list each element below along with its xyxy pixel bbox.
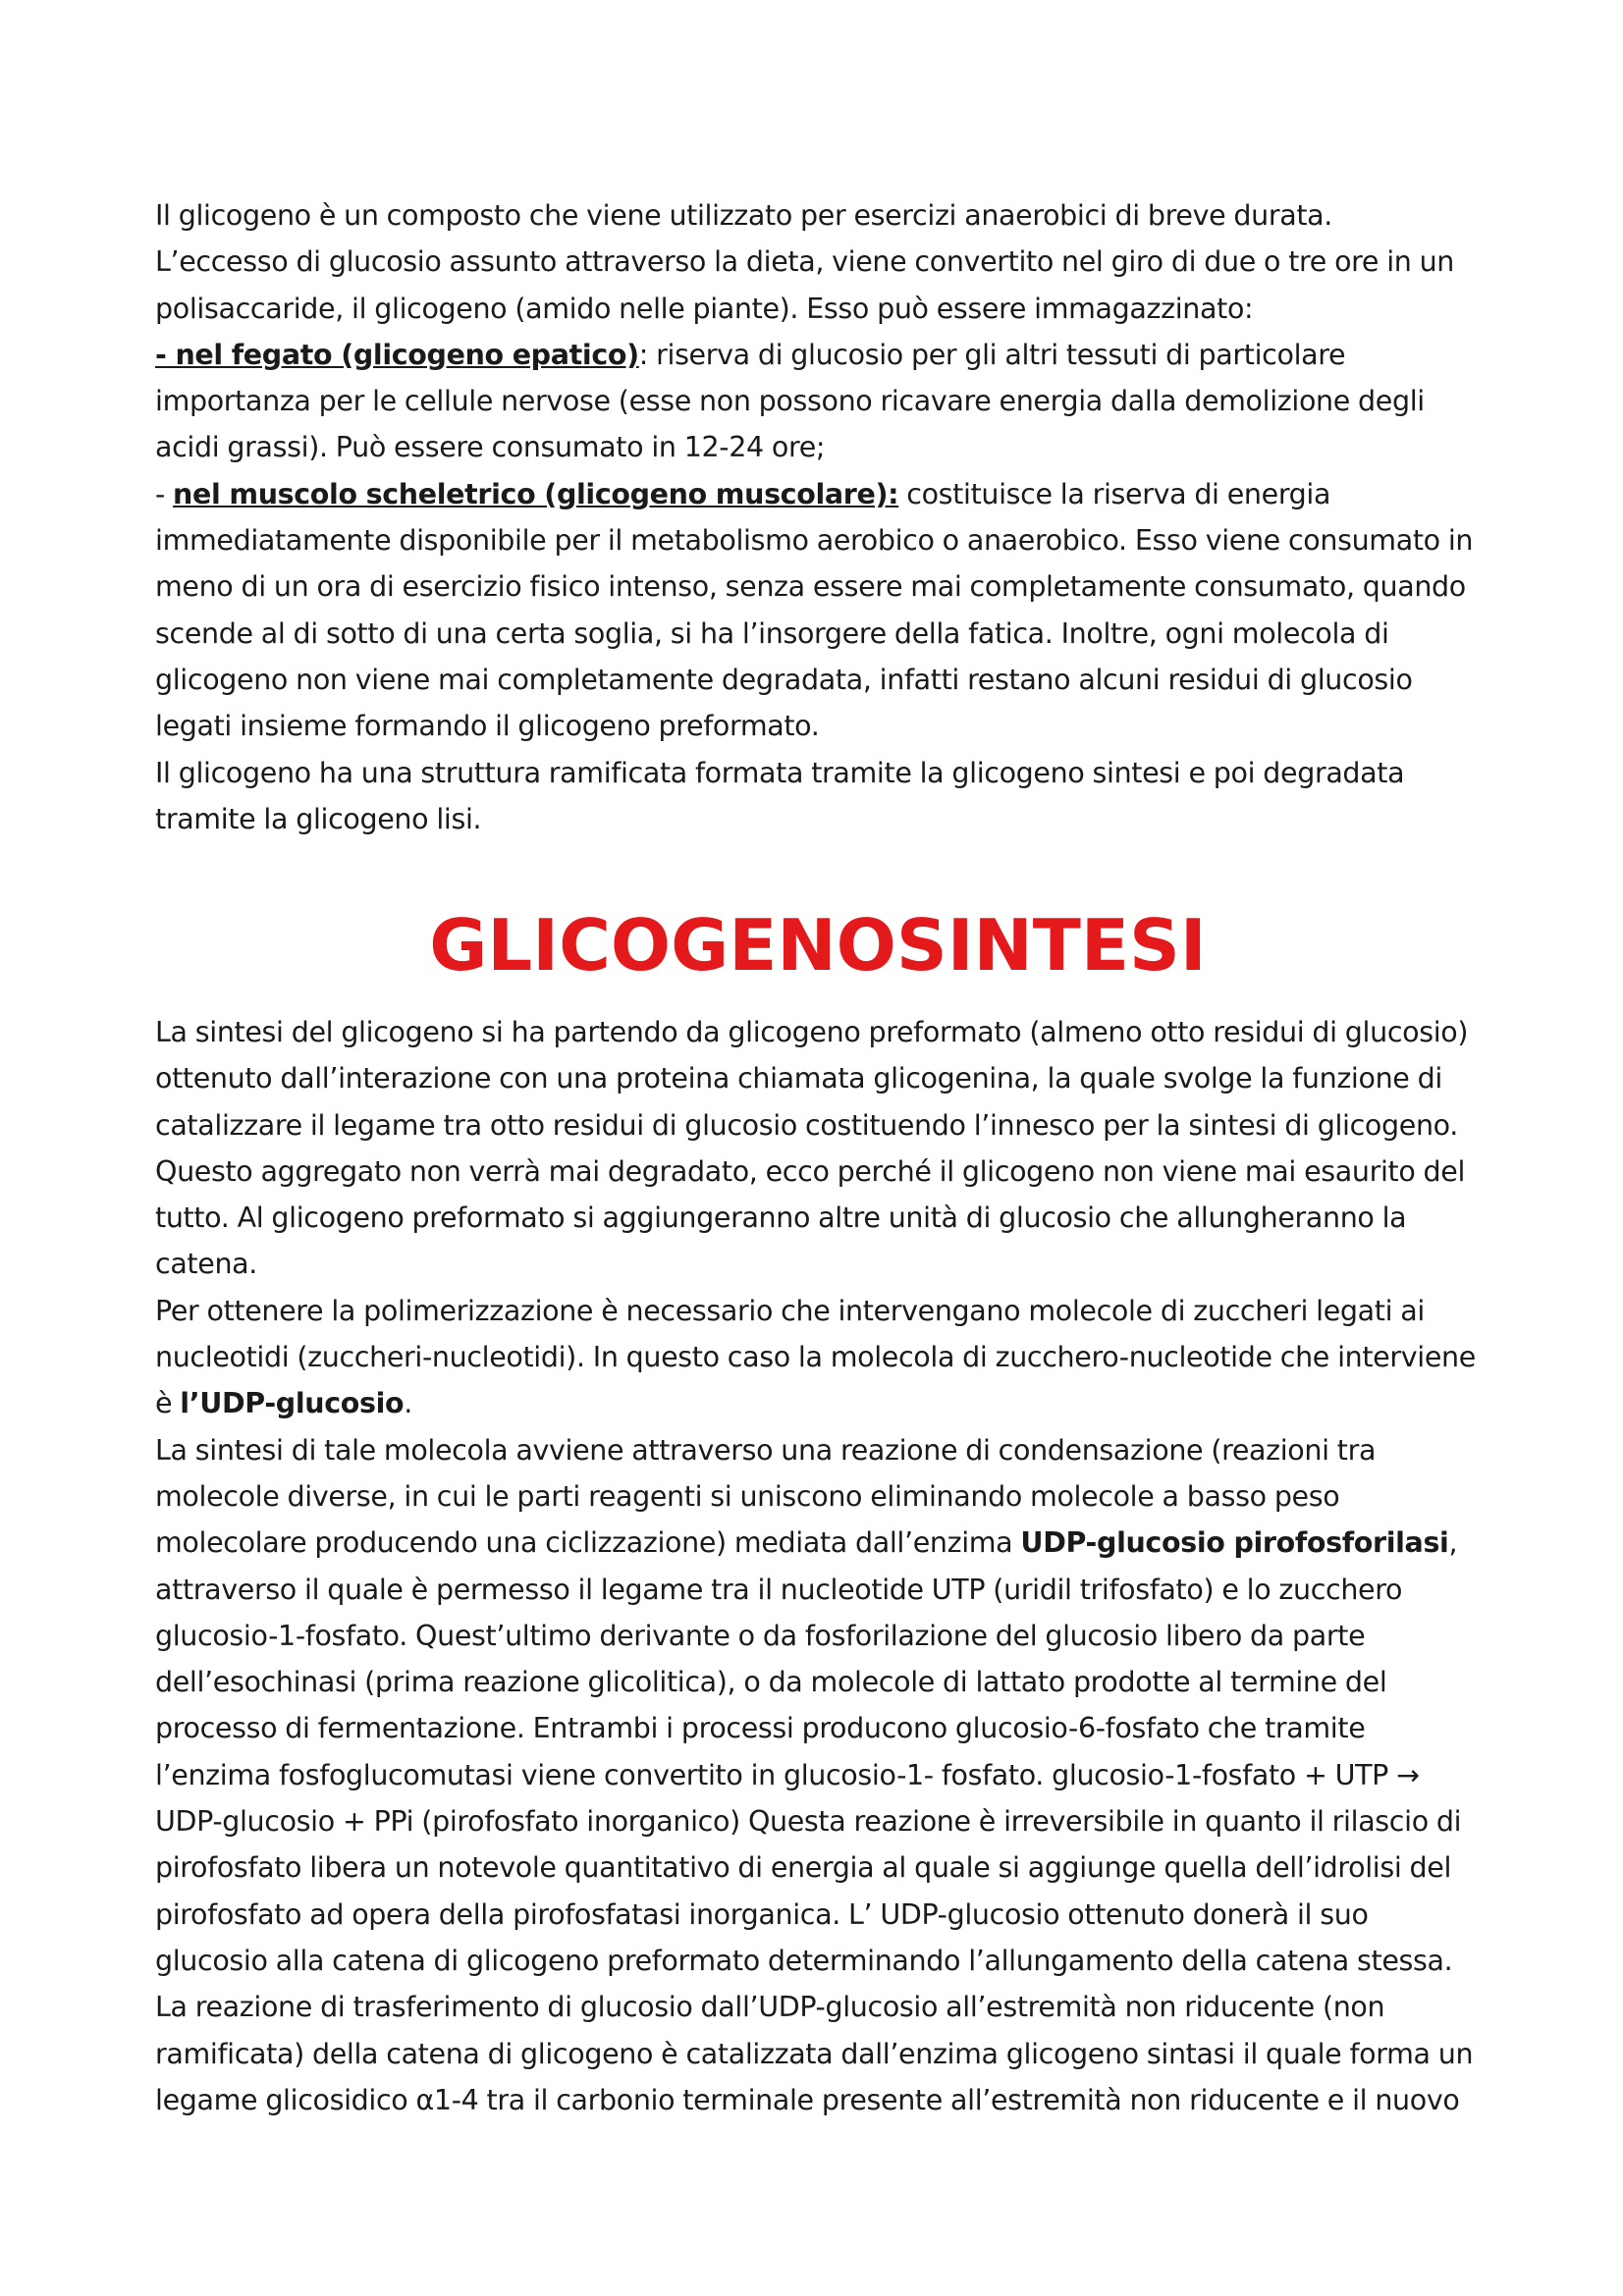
muscle-text: costituisce la riserva di energia immediatamente disponibile per il metabolismo aerobico o anaerobico. Esso viene consumato in meno di un ora di esercizio fisico intenso, senza essere mai completamente consumato, quando scende al di sotto di una certa soglia, si ha l’insorgere della fatica. Inoltre, ogni molecola di glicogeno non viene mai completamente degradata, infatti restano alcuni residui di glucosio legati insieme formando il glicogeno preformato.: [155, 477, 1474, 743]
intro-section: [155, 192, 1481, 842]
body-p2-text: Per ottenere la polimerizzazione è necessario che intervengano molecole di zuccheri legati ai nucleotidi (zuccheri-nucleotidi). In questo caso la molecola di zucchero-nucleotide che interviene è: [155, 1294, 1476, 1420]
intro-paragraph: [155, 192, 1481, 842]
body-paragraph: [155, 1009, 1481, 2123]
liver-text: : riserva di glucosio per gli altri tessuti di particolare importanza per le cellule nervose (esse non possono ricavare energia dalla demolizione degli acidi grassi). Può essere consumato in 12-24 ore;: [155, 338, 1425, 464]
structure-text: Il glicogeno ha una struttura ramificata formata tramite la glicogeno sintesi e poi degradata tramite la glicogeno lisi.: [155, 756, 1405, 835]
pirofosforilasi-bold: UDP-glucosio pirofosforilasi: [1020, 1526, 1449, 1560]
body-p1: La sintesi del glicogeno si ha partendo da glicogeno preformato (almeno otto residui di glucosio) ottenuto dall’interazione con una proteina chiamata glicogenina, la quale svolge la funzione di catalizzare il legame tra otto residui di glucosio costituendo l’innesco per la sintesi di glicogeno. Questo aggregato non verrà mai degradato, ecco perché il glicogeno non viene mai esaurito del tutto. Al glicogeno preformato si aggiungeranno altre unità di glucosio che allungheranno la catena.: [155, 1016, 1469, 1281]
title-wrap: [155, 901, 1481, 989]
body-section: [155, 1009, 1481, 2123]
intro-line-1: Il glicogeno è un composto che viene utilizzato per esercizi anaerobici di breve durata.: [155, 199, 1332, 232]
muscle-label: nel muscolo scheletrico (glicogeno muscolare):: [173, 477, 899, 510]
body-p2-end: .: [404, 1387, 412, 1420]
udp-glucosio-bold: l’UDP-glucosio: [180, 1387, 405, 1420]
body-p3-text-a: La sintesi di tale molecola avviene attraverso una reazione di condensazione (reazioni tra molecole diverse, in cui le parti reagenti si uniscono eliminando molecole a basso peso molecolare producendo una ciclizzazione) mediata dall’enzima: [155, 1433, 1377, 1560]
body-p3-text-b: , attraverso il quale è permesso il legame tra il nucleotide UTP (uridil trifosfato) e lo zucchero glucosio-1-fosfato. Quest’ultimo derivante o da fosforilazione del glucosio libero da parte dell’esochinasi (prima reazione glicolitica), o da molecole di lattato prodotte al termine del processo di fermentazione. Entrambi i processi producono glucosio-6-fosfato che tramite l’enzima fosfoglucomutasi viene convertito in glucosio-1- fosfato. glucosio-1-fosfato + UTP → UDP-glucosio + PPi (pirofosfato inorganico) Questa reazione è irreversibile in quanto il rilascio di pirofosfato libera un notevole quantitativo di energia al quale si aggiunge quella dell’idrolisi del pirofosfato ad opera della pirofosfatasi inorganica. L’ UDP-glucosio ottenuto donerà il suo glucosio alla catena di glicogeno preformato determinando l’allungamento della catena stessa. La reazione di trasferimento di glucosio dall’UDP-glucosio all’estremità non riducente (non ramificata) della catena di glicogeno è catalizzata dall’enzima glicogeno sintasi il quale forma un legame glicosidico α1-4 tra il carbonio terminale presente all’estremità non riducente e il nuovo: [155, 1526, 1474, 2116]
liver-label: - nel fegato (glicogeno epatico): [155, 338, 639, 371]
section-title: GLICOGENOSINTESI: [429, 904, 1207, 987]
muscle-dash: -: [155, 477, 174, 510]
intro-line-2: L’eccesso di glucosio assunto attraverso la dieta, viene convertito nel giro di due o tre ore in un polisaccaride, il glicogeno (amido nelle piante). Esso può essere immagazzinato:: [155, 245, 1455, 325]
